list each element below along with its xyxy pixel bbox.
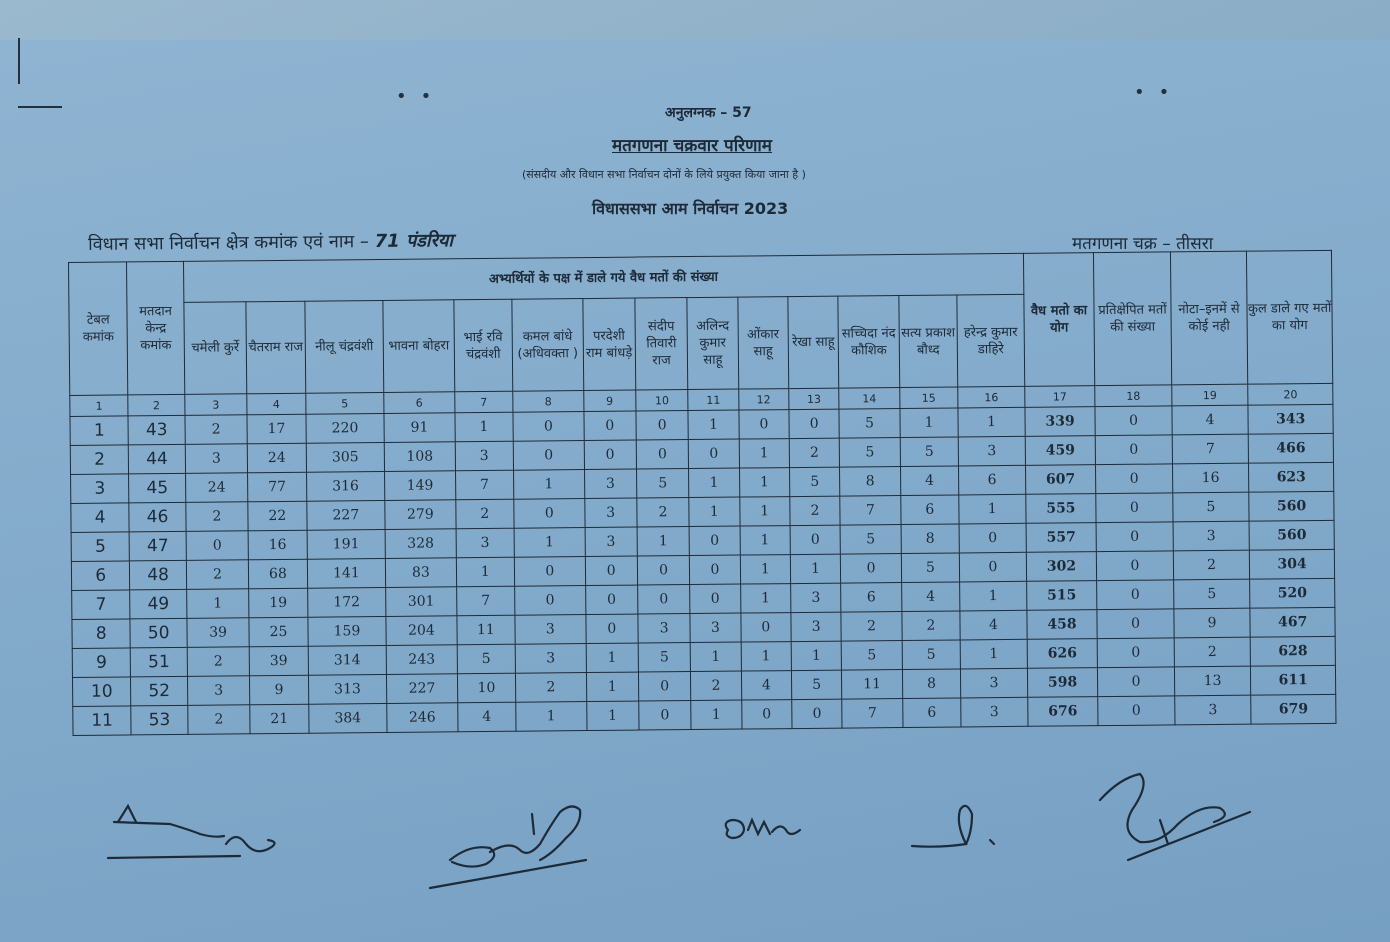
candidate-header: संदीप तिवारी राज <box>635 298 688 390</box>
valid-votes-cell: 515 <box>1026 581 1097 611</box>
column-number: 7 <box>454 391 513 413</box>
signature-5-icon <box>1100 774 1250 860</box>
table-no-cell: 6 <box>71 561 130 591</box>
column-number: 5 <box>305 392 384 414</box>
candidate-votes-cell: 172 <box>307 587 386 617</box>
candidate-votes-cell: 0 <box>515 586 586 616</box>
candidate-votes-cell: 19 <box>249 588 308 618</box>
col-rejected-votes: प्रतिक्षेपित मतों की संख्या <box>1094 252 1172 386</box>
booth-no-cell: 43 <box>128 415 185 445</box>
candidate-votes-cell: 2 <box>789 438 840 467</box>
candidate-header: नीलू चंद्रवंशी <box>305 300 384 393</box>
candidate-votes-cell: 0 <box>638 585 691 615</box>
candidate-votes-cell: 3 <box>961 668 1028 698</box>
table-no-cell: 7 <box>72 590 131 620</box>
total-votes-cell: 304 <box>1250 549 1335 579</box>
column-number: 12 <box>738 389 789 410</box>
candidate-votes-cell: 3 <box>584 498 637 528</box>
candidate-votes-cell: 7 <box>840 496 901 526</box>
nota-cell: 2 <box>1174 637 1251 667</box>
candidate-votes-cell: 1 <box>688 410 739 439</box>
total-votes-cell: 343 <box>1248 404 1333 434</box>
column-number: 13 <box>789 388 840 409</box>
candidate-votes-cell: 316 <box>306 471 385 501</box>
constituency-name: 71 पंडरिया <box>374 230 454 252</box>
rejected-cell: 0 <box>1097 638 1174 668</box>
candidate-votes-cell: 5 <box>901 553 960 583</box>
candidate-votes-cell: 5 <box>900 437 959 467</box>
nota-cell: 4 <box>1172 405 1249 435</box>
candidate-votes-cell: 24 <box>185 473 248 503</box>
candidate-votes-cell: 3 <box>585 527 638 557</box>
nota-cell: 5 <box>1173 579 1250 609</box>
valid-votes-cell: 557 <box>1026 523 1097 553</box>
valid-votes-cell: 676 <box>1027 697 1098 727</box>
candidate-votes-cell: 4 <box>901 582 960 612</box>
candidate-votes-cell: 1 <box>790 554 841 583</box>
candidate-votes-cell: 5 <box>789 467 840 496</box>
total-votes-cell: 560 <box>1249 491 1334 521</box>
column-number: 20 <box>1248 383 1333 405</box>
total-votes-cell: 679 <box>1251 694 1336 724</box>
column-number: 18 <box>1095 385 1172 407</box>
col-valid-votes: वैध मतो का योग <box>1023 253 1095 387</box>
candidate-votes-cell: 77 <box>248 472 307 502</box>
candidate-votes-cell: 1 <box>791 641 842 670</box>
column-number: 2 <box>128 394 185 416</box>
candidate-votes-cell: 3 <box>515 615 586 645</box>
candidate-votes-cell: 0 <box>789 409 840 438</box>
candidate-votes-cell: 2 <box>841 612 902 642</box>
candidate-votes-cell: 4 <box>960 610 1027 640</box>
candidate-votes-cell: 227 <box>387 674 458 704</box>
candidate-votes-cell: 0 <box>841 554 902 584</box>
candidate-votes-cell: 6 <box>902 698 961 728</box>
nota-cell: 3 <box>1174 695 1251 725</box>
column-number: 3 <box>185 394 248 416</box>
candidate-votes-cell: 149 <box>385 471 456 501</box>
candidate-header: सच्चिदा नंद कौशिक <box>838 296 899 389</box>
candidate-votes-cell: 0 <box>739 410 790 439</box>
candidate-votes-cell: 3 <box>791 583 842 612</box>
candidate-votes-cell: 0 <box>689 526 740 555</box>
column-number: 10 <box>636 390 689 412</box>
booth-no-cell: 53 <box>131 705 188 735</box>
candidate-votes-cell: 0 <box>690 555 741 584</box>
table-no-cell: 2 <box>70 445 129 475</box>
candidate-header: भाई रवि चंद्रवंशी <box>454 299 513 392</box>
candidate-votes-cell: 11 <box>842 670 903 700</box>
candidate-votes-cell: 3 <box>791 612 842 641</box>
column-number: 9 <box>583 390 636 412</box>
nota-cell: 7 <box>1172 434 1249 464</box>
candidates-group-header: अभ्यर्थियों के पक्ष में डाले गये वैध मतों की संख्या <box>183 253 1023 302</box>
candidate-votes-cell: 1 <box>516 702 587 732</box>
total-votes-cell: 520 <box>1250 578 1335 608</box>
candidate-votes-cell: 243 <box>386 645 457 675</box>
candidate-votes-cell: 1 <box>691 700 742 729</box>
candidate-votes-cell: 0 <box>513 441 584 471</box>
total-votes-cell: 628 <box>1250 636 1335 666</box>
candidate-votes-cell: 5 <box>457 644 516 674</box>
rejected-cell: 0 <box>1096 522 1173 552</box>
column-number: 11 <box>688 389 739 410</box>
candidate-votes-cell: 39 <box>249 646 308 676</box>
candidate-votes-cell: 0 <box>636 411 689 441</box>
candidate-votes-cell: 246 <box>387 703 458 733</box>
candidate-votes-cell: 3 <box>958 436 1025 466</box>
candidate-votes-cell: 4 <box>741 671 792 700</box>
nota-cell: 16 <box>1172 463 1249 493</box>
candidate-votes-cell: 204 <box>386 616 457 646</box>
valid-votes-cell: 302 <box>1026 552 1097 582</box>
candidate-votes-cell: 1 <box>959 494 1026 524</box>
candidate-votes-cell: 7 <box>456 586 515 616</box>
constituency-line <box>88 228 453 256</box>
candidate-votes-cell: 3 <box>515 644 586 674</box>
candidate-votes-cell: 2 <box>186 502 249 532</box>
nota-cell: 5 <box>1173 492 1250 522</box>
nota-cell: 2 <box>1173 550 1250 580</box>
candidate-votes-cell: 2 <box>902 611 961 641</box>
total-votes-cell: 560 <box>1249 520 1334 550</box>
candidate-votes-cell: 3 <box>961 697 1028 727</box>
candidate-header: सत्य प्रकाश बौध्द <box>899 295 958 388</box>
candidate-votes-cell: 2 <box>186 560 249 590</box>
candidate-votes-cell: 191 <box>307 529 386 559</box>
margin-mark-vertical <box>18 38 20 84</box>
col-nota: नोटा–इनमें से कोई नही <box>1170 251 1248 385</box>
candidate-votes-cell: 3 <box>455 441 514 471</box>
table-no-cell: 11 <box>73 706 132 736</box>
candidate-votes-cell: 1 <box>739 439 790 468</box>
candidate-votes-cell: 0 <box>636 440 689 470</box>
candidate-votes-cell: 0 <box>585 585 638 615</box>
candidate-votes-cell: 1 <box>740 526 791 555</box>
candidate-votes-cell: 24 <box>247 443 306 473</box>
candidate-header: हरेन्द्र कुमार डाहिरे <box>957 294 1025 387</box>
candidate-votes-cell: 6 <box>900 495 959 525</box>
candidate-votes-cell: 0 <box>959 523 1026 553</box>
candidate-votes-cell: 1 <box>637 527 690 557</box>
booth-no-cell: 50 <box>130 618 187 648</box>
column-number: 16 <box>958 386 1025 408</box>
candidate-votes-cell: 22 <box>248 501 307 531</box>
candidate-votes-cell: 0 <box>514 557 585 587</box>
candidate-votes-cell: 0 <box>584 411 637 441</box>
candidate-votes-cell: 1 <box>958 407 1025 437</box>
candidate-votes-cell: 1 <box>455 412 514 442</box>
candidate-votes-cell: 314 <box>308 645 387 675</box>
candidate-votes-cell: 0 <box>584 440 637 470</box>
table-no-cell: 3 <box>71 474 130 504</box>
candidate-votes-cell: 68 <box>249 559 308 589</box>
document-title: मतगणना चक्रवार परिणाम <box>612 136 772 156</box>
candidate-votes-cell: 2 <box>637 498 690 528</box>
nota-cell: 13 <box>1174 666 1251 696</box>
candidate-header: अलिन्द कुमार साहू <box>687 297 738 389</box>
candidate-votes-cell: 2 <box>455 499 514 529</box>
candidate-votes-cell: 220 <box>306 413 385 443</box>
rejected-cell: 0 <box>1096 493 1173 523</box>
signature-1-icon <box>108 806 275 858</box>
table-no-cell: 8 <box>72 619 131 649</box>
document-subtitle: (संसदीय और विधान सभा निर्वाचन दोनों के लिये प्रयुक्त किया जाना है ) <box>522 168 806 181</box>
candidate-votes-cell: 0 <box>741 700 792 729</box>
table-no-cell: 10 <box>72 677 131 707</box>
candidate-votes-cell: 11 <box>457 615 516 645</box>
candidate-votes-cell: 5 <box>840 438 901 468</box>
candidate-votes-cell: 0 <box>638 672 691 702</box>
candidate-votes-cell: 21 <box>250 704 309 734</box>
valid-votes-cell: 607 <box>1025 465 1096 495</box>
valid-votes-cell: 598 <box>1027 668 1098 698</box>
candidate-votes-cell: 5 <box>791 670 842 699</box>
candidate-votes-cell: 7 <box>842 699 903 729</box>
candidate-votes-cell: 0 <box>690 584 741 613</box>
candidate-votes-cell: 313 <box>308 674 387 704</box>
candidate-header: परदेशी राम बांधड़े <box>582 298 635 390</box>
column-number: 6 <box>384 392 455 414</box>
candidate-votes-cell: 227 <box>306 500 385 530</box>
candidate-header: भावना बोहरा <box>383 300 454 393</box>
candidate-votes-cell: 2 <box>188 705 251 735</box>
candidate-votes-cell: 4 <box>900 466 959 496</box>
candidate-votes-cell: 141 <box>307 558 386 588</box>
candidate-votes-cell: 5 <box>841 641 902 671</box>
candidate-votes-cell: 301 <box>386 587 457 617</box>
candidate-votes-cell: 2 <box>185 415 248 445</box>
candidate-votes-cell: 4 <box>457 702 516 732</box>
candidate-votes-cell: 2 <box>187 647 250 677</box>
candidate-votes-cell: 1 <box>960 639 1027 669</box>
candidate-votes-cell: 0 <box>792 699 843 728</box>
candidate-votes-cell: 1 <box>186 589 249 619</box>
candidate-votes-cell: 1 <box>739 497 790 526</box>
candidate-votes-cell: 25 <box>249 617 308 647</box>
punch-dots-left: •• <box>396 86 446 107</box>
candidate-votes-cell: 1 <box>690 642 741 671</box>
nota-cell: 3 <box>1173 521 1250 551</box>
candidate-votes-cell: 3 <box>690 613 741 642</box>
candidate-votes-cell: 5 <box>839 409 900 439</box>
column-number: 4 <box>247 393 306 415</box>
results-table <box>68 250 1336 736</box>
nota-cell: 9 <box>1174 608 1251 638</box>
valid-votes-cell: 339 <box>1025 407 1096 437</box>
candidate-votes-cell: 8 <box>840 467 901 497</box>
rejected-cell: 0 <box>1097 551 1174 581</box>
results-table-wrapper <box>68 250 1336 736</box>
candidate-votes-cell: 3 <box>456 528 515 558</box>
booth-no-cell: 46 <box>129 502 186 532</box>
signature-3-icon <box>726 820 800 838</box>
booth-no-cell: 49 <box>130 589 187 619</box>
signature-2-icon <box>430 806 586 888</box>
candidate-votes-cell: 83 <box>386 558 457 588</box>
column-number: 14 <box>839 388 900 410</box>
candidate-votes-cell: 8 <box>901 524 960 554</box>
candidate-votes-cell: 3 <box>185 444 248 474</box>
booth-no-cell: 44 <box>129 444 186 474</box>
candidate-header: ओंकार साहू <box>737 297 788 389</box>
booth-no-cell: 51 <box>131 647 188 677</box>
candidate-votes-cell: 5 <box>638 643 691 673</box>
candidate-votes-cell: 3 <box>187 676 250 706</box>
candidate-header: चमेली कुर्रे <box>184 302 247 395</box>
candidate-votes-cell: 305 <box>306 442 385 472</box>
candidate-votes-cell: 3 <box>638 614 691 644</box>
candidate-votes-cell: 1 <box>586 701 639 731</box>
candidate-votes-cell: 1 <box>900 408 959 438</box>
table-no-cell: 5 <box>71 532 130 562</box>
column-number: 19 <box>1171 384 1248 406</box>
candidate-header: चैतराम राज <box>246 301 305 394</box>
candidate-votes-cell: 1 <box>586 643 639 673</box>
candidate-votes-cell: 0 <box>741 613 792 642</box>
candidate-votes-cell: 2 <box>516 673 587 703</box>
candidate-votes-cell: 0 <box>186 531 249 561</box>
valid-votes-cell: 626 <box>1027 639 1098 669</box>
candidate-header: रेखा साहू <box>788 296 839 388</box>
punch-dots-right: •• <box>1134 82 1184 103</box>
booth-no-cell: 45 <box>129 473 186 503</box>
valid-votes-cell: 459 <box>1025 436 1096 466</box>
column-number: 8 <box>513 391 584 413</box>
rejected-cell: 0 <box>1095 406 1172 436</box>
total-votes-cell: 467 <box>1250 607 1335 637</box>
candidate-votes-cell: 1 <box>586 672 639 702</box>
candidate-votes-cell: 1 <box>514 528 585 558</box>
valid-votes-cell: 555 <box>1026 494 1097 524</box>
col-booth-no: मतदान केन्द्र कमांक <box>127 261 185 395</box>
candidate-votes-cell: 0 <box>585 556 638 586</box>
candidate-votes-cell: 1 <box>741 642 792 671</box>
counting-round: मतगणना चक्र – तीसरा <box>1072 234 1214 254</box>
candidate-votes-cell: 5 <box>636 469 689 499</box>
total-votes-cell: 466 <box>1249 433 1334 463</box>
table-no-cell: 1 <box>70 416 129 446</box>
candidate-votes-cell: 279 <box>385 500 456 530</box>
candidate-votes-cell: 9 <box>250 675 309 705</box>
table-no-cell: 4 <box>71 503 130 533</box>
candidate-votes-cell: 1 <box>514 470 585 500</box>
col-table-no: टेबल कमांक <box>69 262 129 396</box>
rejected-cell: 0 <box>1095 435 1172 465</box>
signatures-area <box>0 760 1390 940</box>
candidate-votes-cell: 7 <box>455 470 514 500</box>
annexure-label: अनुलग्नक – 57 <box>665 105 752 121</box>
booth-no-cell: 48 <box>130 560 187 590</box>
candidate-votes-cell: 159 <box>308 616 387 646</box>
election-name: विधाससभा आम निर्वाचन 2023 <box>592 199 789 218</box>
candidate-votes-cell: 0 <box>959 552 1026 582</box>
total-votes-cell: 611 <box>1251 665 1336 695</box>
rejected-cell: 0 <box>1097 609 1174 639</box>
candidate-votes-cell: 16 <box>248 530 307 560</box>
margin-mark-horizontal <box>18 106 62 108</box>
total-votes-cell: 623 <box>1249 462 1334 492</box>
candidate-votes-cell: 5 <box>840 525 901 555</box>
results-body <box>70 404 1336 735</box>
rejected-cell: 0 <box>1098 696 1175 726</box>
candidate-votes-cell: 2 <box>790 496 841 525</box>
signature-4-icon <box>912 806 994 847</box>
candidate-votes-cell: 2 <box>691 671 742 700</box>
booth-no-cell: 47 <box>130 531 187 561</box>
valid-votes-cell: 458 <box>1027 610 1098 640</box>
constituency-label: विधान सभा निर्वाचन क्षेत्र कमांक एवं नाम – <box>87 231 370 255</box>
candidate-header: कमल बांधे (अधिवक्ता ) <box>512 299 583 392</box>
candidate-votes-cell: 0 <box>513 412 584 442</box>
candidate-votes-cell: 1 <box>740 584 791 613</box>
candidate-votes-cell: 3 <box>584 469 637 499</box>
candidate-votes-cell: 0 <box>514 499 585 529</box>
rejected-cell: 0 <box>1098 667 1175 697</box>
candidate-votes-cell: 0 <box>637 556 690 586</box>
rejected-cell: 0 <box>1097 580 1174 610</box>
candidate-votes-cell: 0 <box>639 701 692 731</box>
candidate-votes-cell: 0 <box>585 614 638 644</box>
candidate-votes-cell: 1 <box>739 468 790 497</box>
candidate-votes-cell: 6 <box>959 465 1026 495</box>
candidate-votes-cell: 1 <box>456 557 515 587</box>
candidate-votes-cell: 108 <box>384 442 455 472</box>
candidate-votes-cell: 384 <box>308 703 387 733</box>
candidate-votes-cell: 5 <box>902 640 961 670</box>
candidate-votes-cell: 17 <box>247 414 306 444</box>
candidate-votes-cell: 1 <box>689 468 740 497</box>
candidate-votes-cell: 1 <box>740 555 791 584</box>
candidate-votes-cell: 0 <box>688 439 739 468</box>
column-number: 15 <box>899 387 958 409</box>
column-number: 1 <box>70 395 129 417</box>
rejected-cell: 0 <box>1096 464 1173 494</box>
col-total-votes: कुल डाले गए मतों का योग <box>1247 250 1333 384</box>
candidate-votes-cell: 6 <box>841 583 902 613</box>
table-no-cell: 9 <box>72 648 131 678</box>
candidate-votes-cell: 1 <box>960 581 1027 611</box>
candidate-votes-cell: 91 <box>384 413 455 443</box>
candidate-votes-cell: 1 <box>689 497 740 526</box>
candidate-votes-cell: 0 <box>790 525 841 554</box>
candidate-votes-cell: 39 <box>187 618 250 648</box>
candidate-votes-cell: 10 <box>457 673 516 703</box>
candidate-votes-cell: 328 <box>385 529 456 559</box>
column-number: 17 <box>1024 386 1095 408</box>
booth-no-cell: 52 <box>131 676 188 706</box>
candidate-votes-cell: 8 <box>902 669 961 699</box>
